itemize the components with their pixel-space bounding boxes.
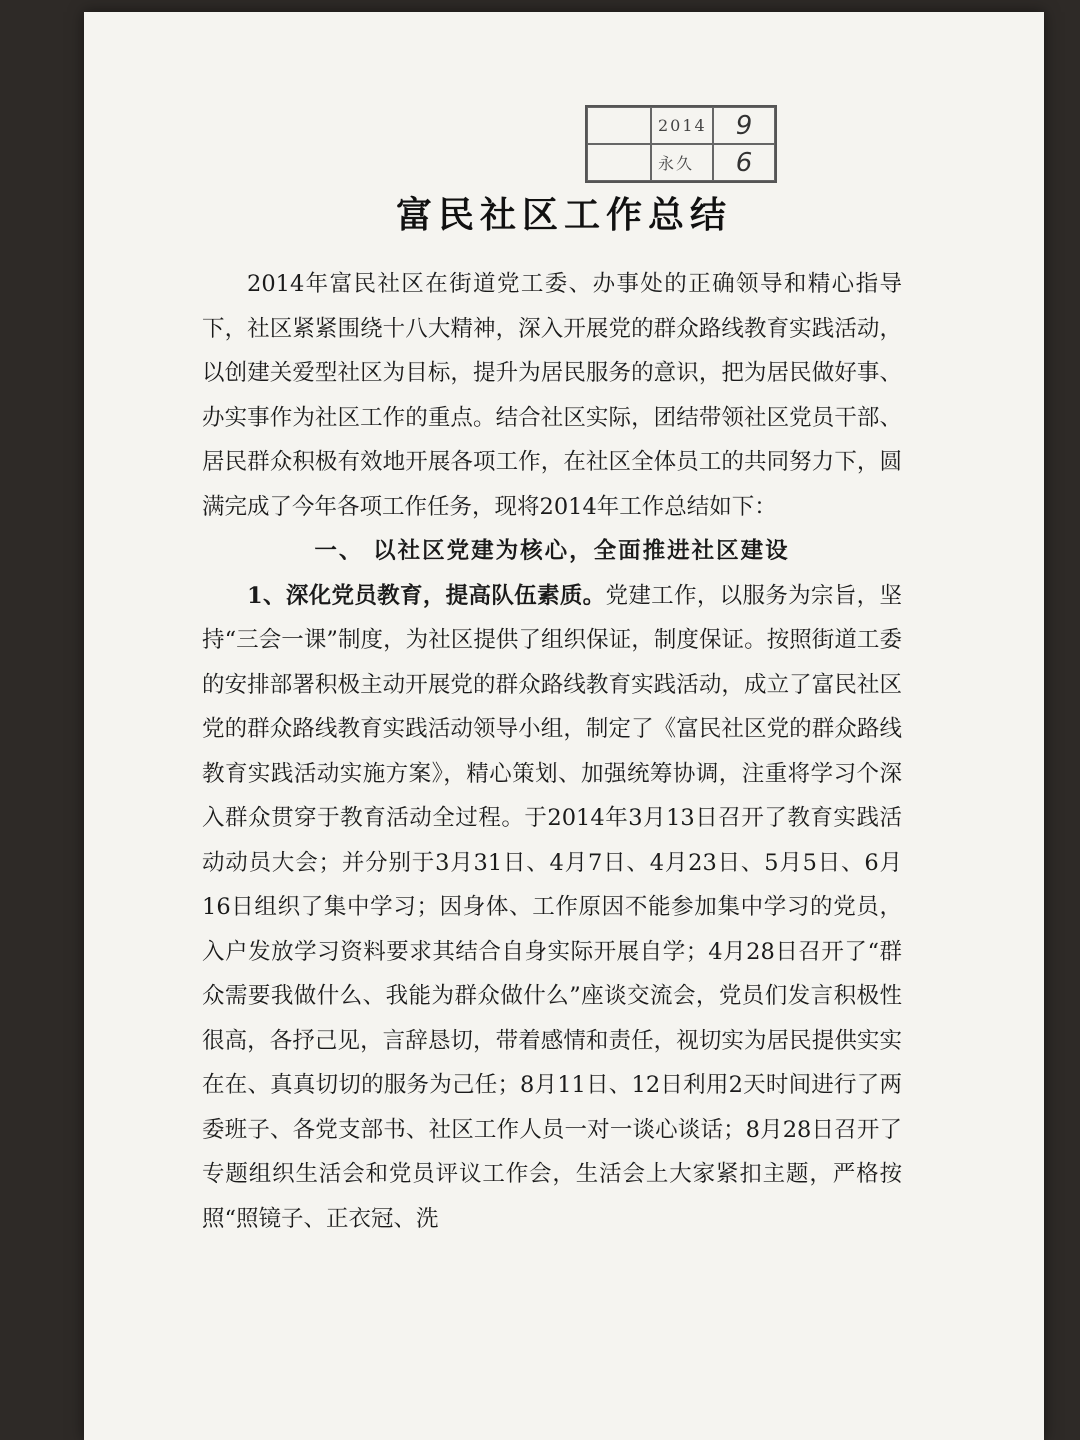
section-heading: 一、 以社区党建为核心，全面推进社区建设: [314, 538, 790, 564]
archive-stamp: [585, 105, 777, 183]
subsection-paragraph: [202, 574, 902, 1242]
stamp-handwritten-top: 9: [713, 107, 775, 144]
stamp-blank-cell: [587, 144, 651, 181]
subsection-text: 党建工作，以服务为宗旨，坚持“三会一课”制度，为社区提供了组织保证，制度保证。按照街道工委的安排部署积极主动开展党的群众路线教育实践活动，成立了富民社区党的群众路线教育实践活动领导小组，制定了《富民社区党的群众路线教育实践活动实施方案》，精心策划、加强统筹协调，注重将学习个深入群众贯穿于教育活动全过程。于2014年3月13日召开了教育实践活动动员大会；并分别于3月31日、4月7日、4月23日、5月5日、6月16日组织了集中学习；因身体、工作原因不能参加集中学习的党员，入户发放学习资料要求其结合自身实际开展自学；4月28日召开了“群众需要我做什么、我能为群众做什么”座谈交流会，党员们发言积极性很高，各抒己见，言辞恳切，带着感情和责任，视切实为居民提供实实在在、真真切切的服务为己任；8月11日、12日利用2天时间进行了两委班子、各党支部书、社区工作人员一对一谈心谈话；8月28日召开了专题组织生活会和党员评议工作会，生活会上大家紧扣主题，严格按照“照镜子、正衣冠、洗: [202, 582, 902, 1232]
document-body: [202, 262, 902, 1241]
document-page: [84, 12, 1044, 1440]
stamp-term: 永久: [651, 144, 713, 181]
stamp-handwritten-bottom: 6: [713, 144, 775, 181]
document-title: 富民社区工作总结: [395, 194, 732, 236]
stamp-year: 2014: [651, 107, 713, 144]
subsection-title: 1、深化党员教育，提高队伍素质。: [247, 582, 606, 609]
stamp-blank-cell: [587, 107, 651, 144]
intro-paragraph: 2014年富民社区在街道党工委、办事处的正确领导和精心指导下，社区紧紧围绕十八大精神，深入开展党的群众路线教育实践活动，以创建关爱型社区为目标，提升为居民服务的意识，把为居民做好事、办实事作为社区工作的重点。结合社区实际，团结带领社区党员干部、居民群众积极有效地开展各项工作，在社区全体员工的共同努力下，圆满完成了今年各项工作任务，现将2014年工作总结如下：: [202, 271, 902, 520]
